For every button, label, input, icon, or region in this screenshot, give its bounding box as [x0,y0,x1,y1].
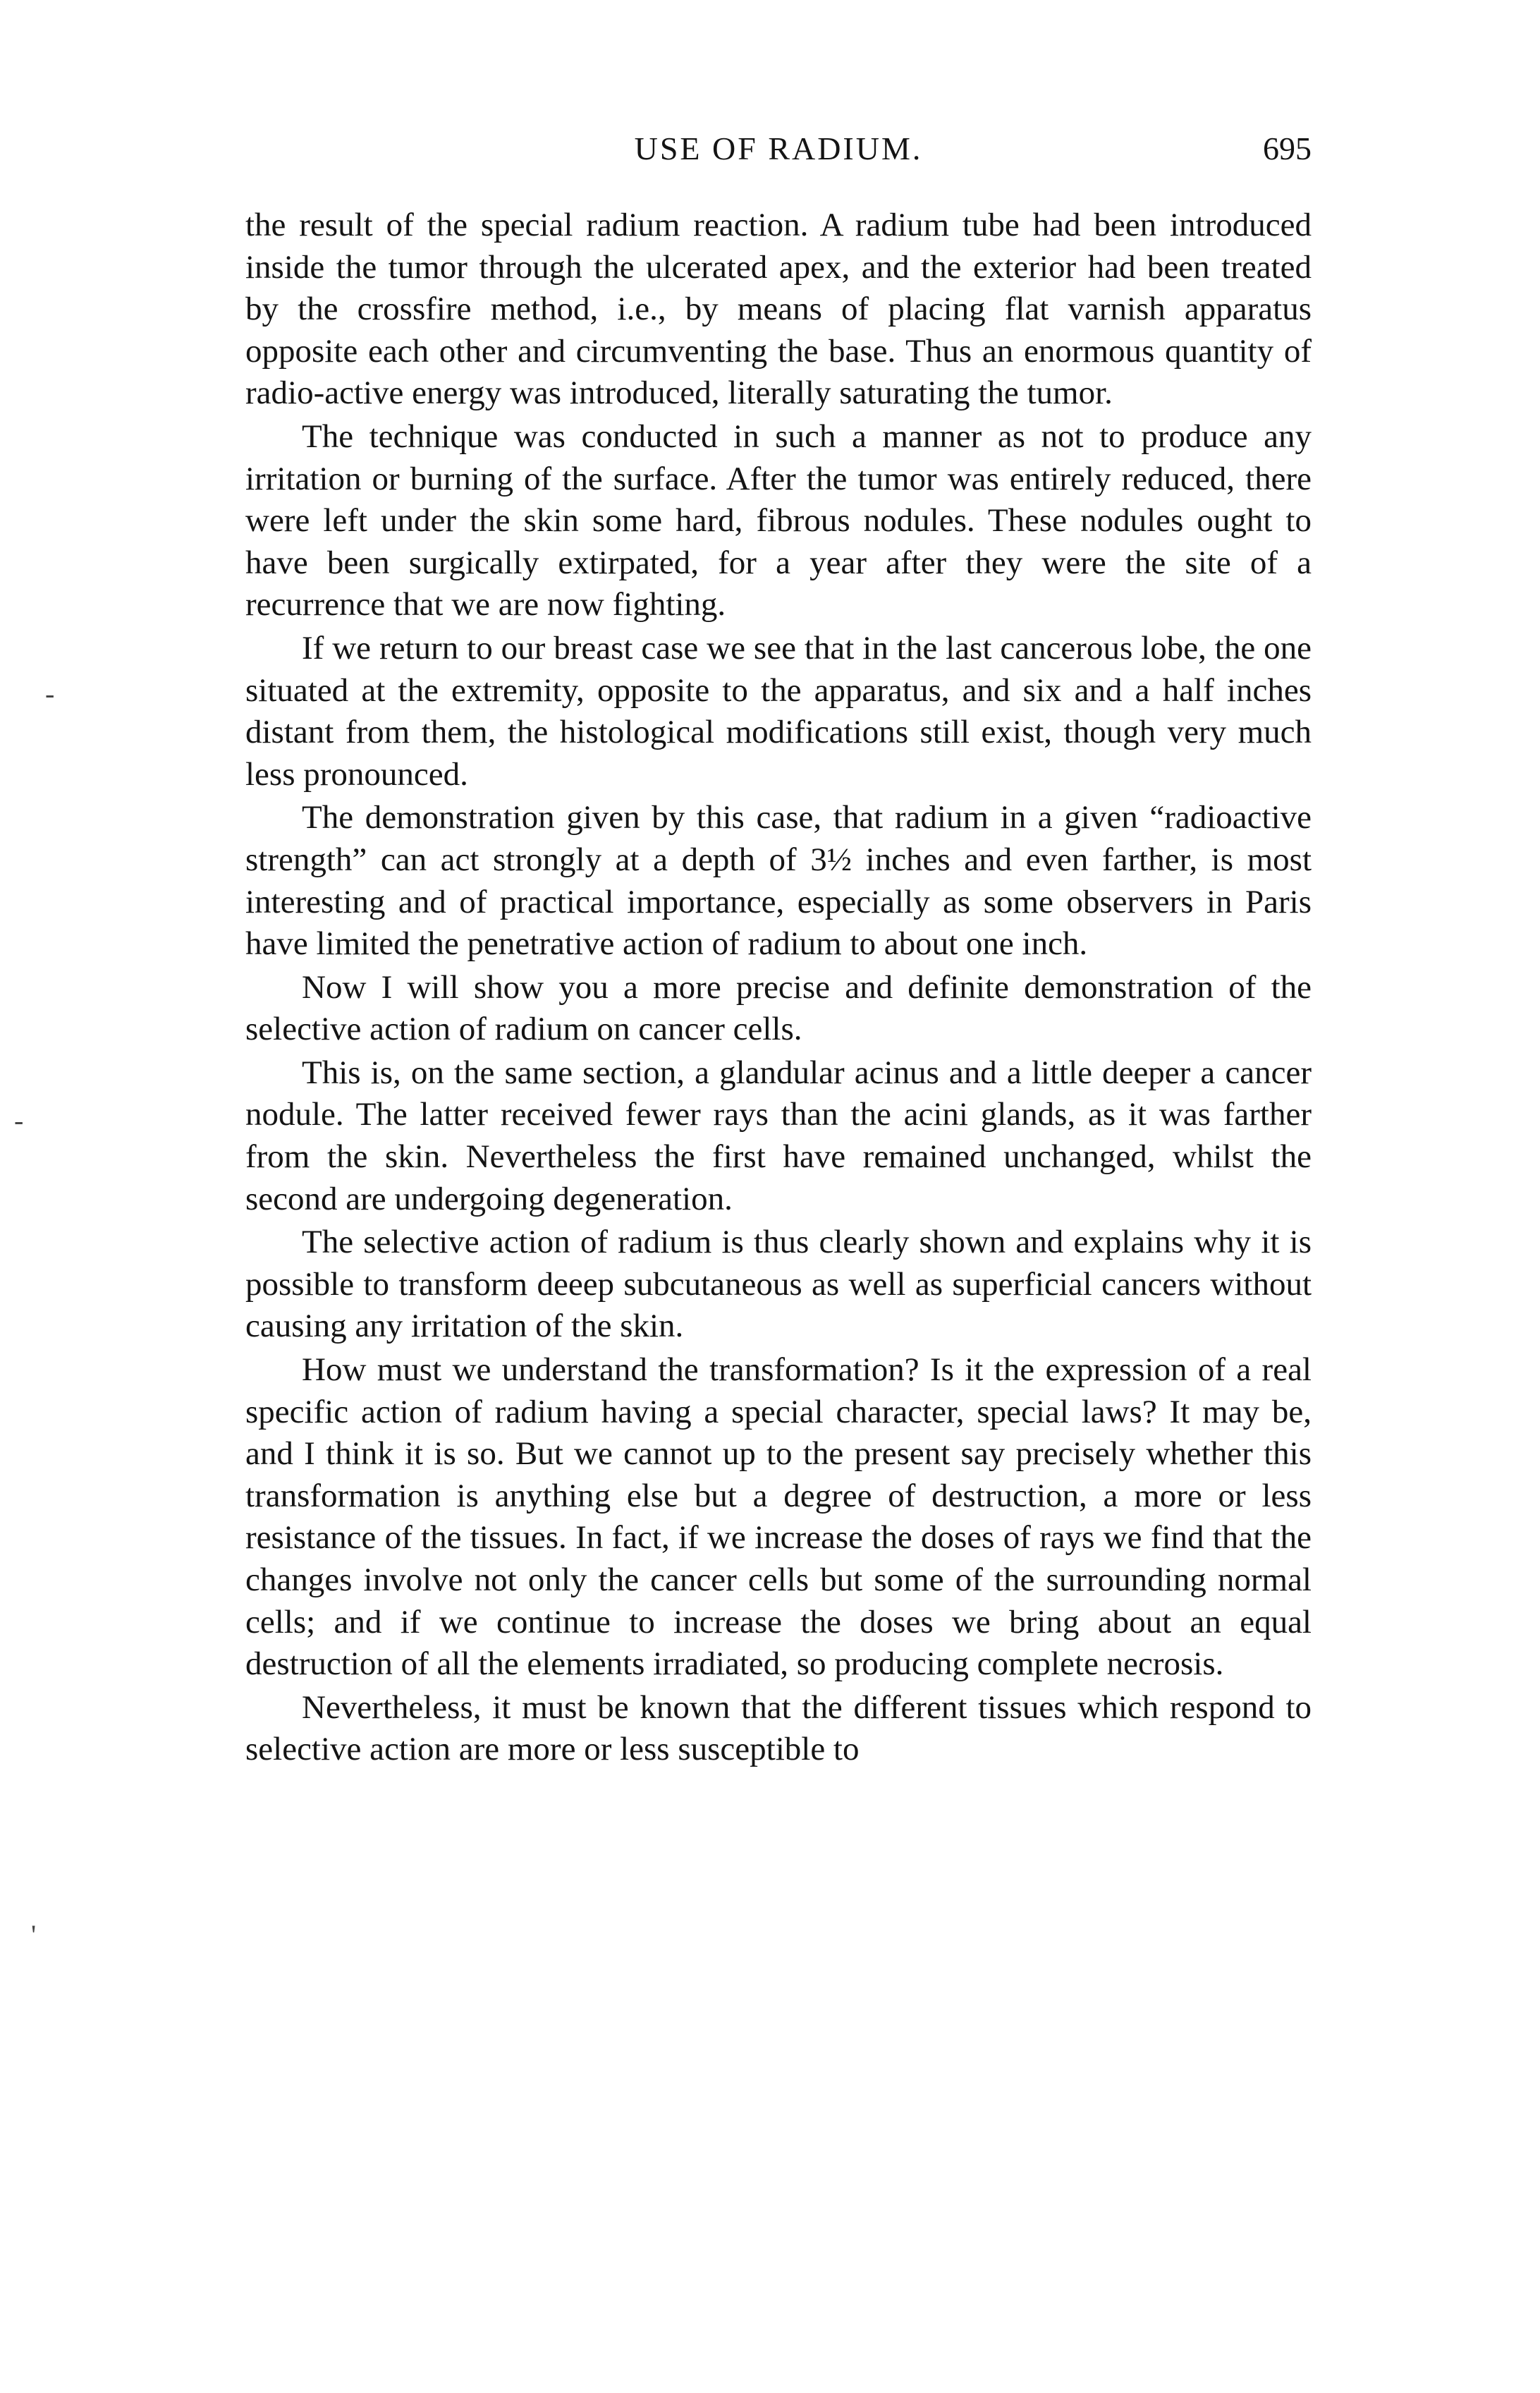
running-title: USE OF RADIUM. [634,130,923,166]
paragraph-selective-action: The selective action of radium is thus clearly shown and explains why it is possible to transform deeep subcutaneous as well as superficial cancers without causing any irritation of the skin. [245,1224,1312,1345]
paragraph-continued: the result of the special radium reaction. A radium tube had been introduced inside the tumor through the ulcerated apex, and the exterior had been treated by the crossfire method, i.e., by means of placing flat varnish apparatus opposite each other and circumventing the base. Thus an enormous quantity of radio-active energy was introduced, literally saturating the tumor. [245,207,1312,412]
paragraph-glandular-acinus: This is, on the same section, a glandular acinus and a little deeper a cancer nodule. The latter received fewer rays than the acini glands, as it was farther from the skin. Nevertheless the first have remained unchanged, whilst the second are undergoing degeneration. [245,1054,1312,1217]
body-text [245,205,1312,1772]
paragraph-selective-demonstration: Now I will show you a more precise and definite demonstration of the selective action of radium on cancer cells. [245,968,1312,1048]
margin-speck: - [45,678,55,710]
paragraph-breast-case: If we return to our breast case we see that in the last cancerous lobe, the one situated at the extremity, opposite to the apparatus, and six and a half inches distant from them, the histological modifications still exist, though very much less pronounced. [245,629,1312,793]
margin-speck: ' [31,1919,37,1951]
paragraph-demonstration-depth: The demonstration given by this case, that radium in a given “radioactive strength” can act strongly at a depth of 3½ inches and even farther, is most interesting and of practical importance, especially as some observers in Paris have limited the penetrative action of radium to about one inch. [245,799,1312,963]
paragraph-nevertheless: Nevertheless, it must be known that the different tissues which respond to selective action are more or less susceptible to [245,1688,1312,1768]
paragraph-technique: The technique was conducted in such a manner as not to produce any irritation or burning of the surface. After the tumor was entirely reduced, there were left under the skin some hard, fibrous nodules. These nodules ought to have been surgically extirpated, for a year after they were the site of a recurrence that we are now fighting. [245,418,1312,623]
paragraph-transformation: How must we understand the transformation? Is it the expression of a real specific action of radium having a special character, special laws? It may be, and I think it is so. But we cannot up to the present say precisely whether this transformation is anything else but a degree of destruction, a more or less resistance of the tissues. In fact, if we increase the doses of rays we find that the changes involve not only the cancer cells but some of the surrounding normal cells; and if we continue to increase the doses we bring about an equal destruction of all the elements irradiated, so producing complete necrosis. [245,1351,1312,1683]
running-head [245,130,1312,179]
margin-speck: - [14,1104,24,1136]
page-number: 695 [1263,130,1312,166]
